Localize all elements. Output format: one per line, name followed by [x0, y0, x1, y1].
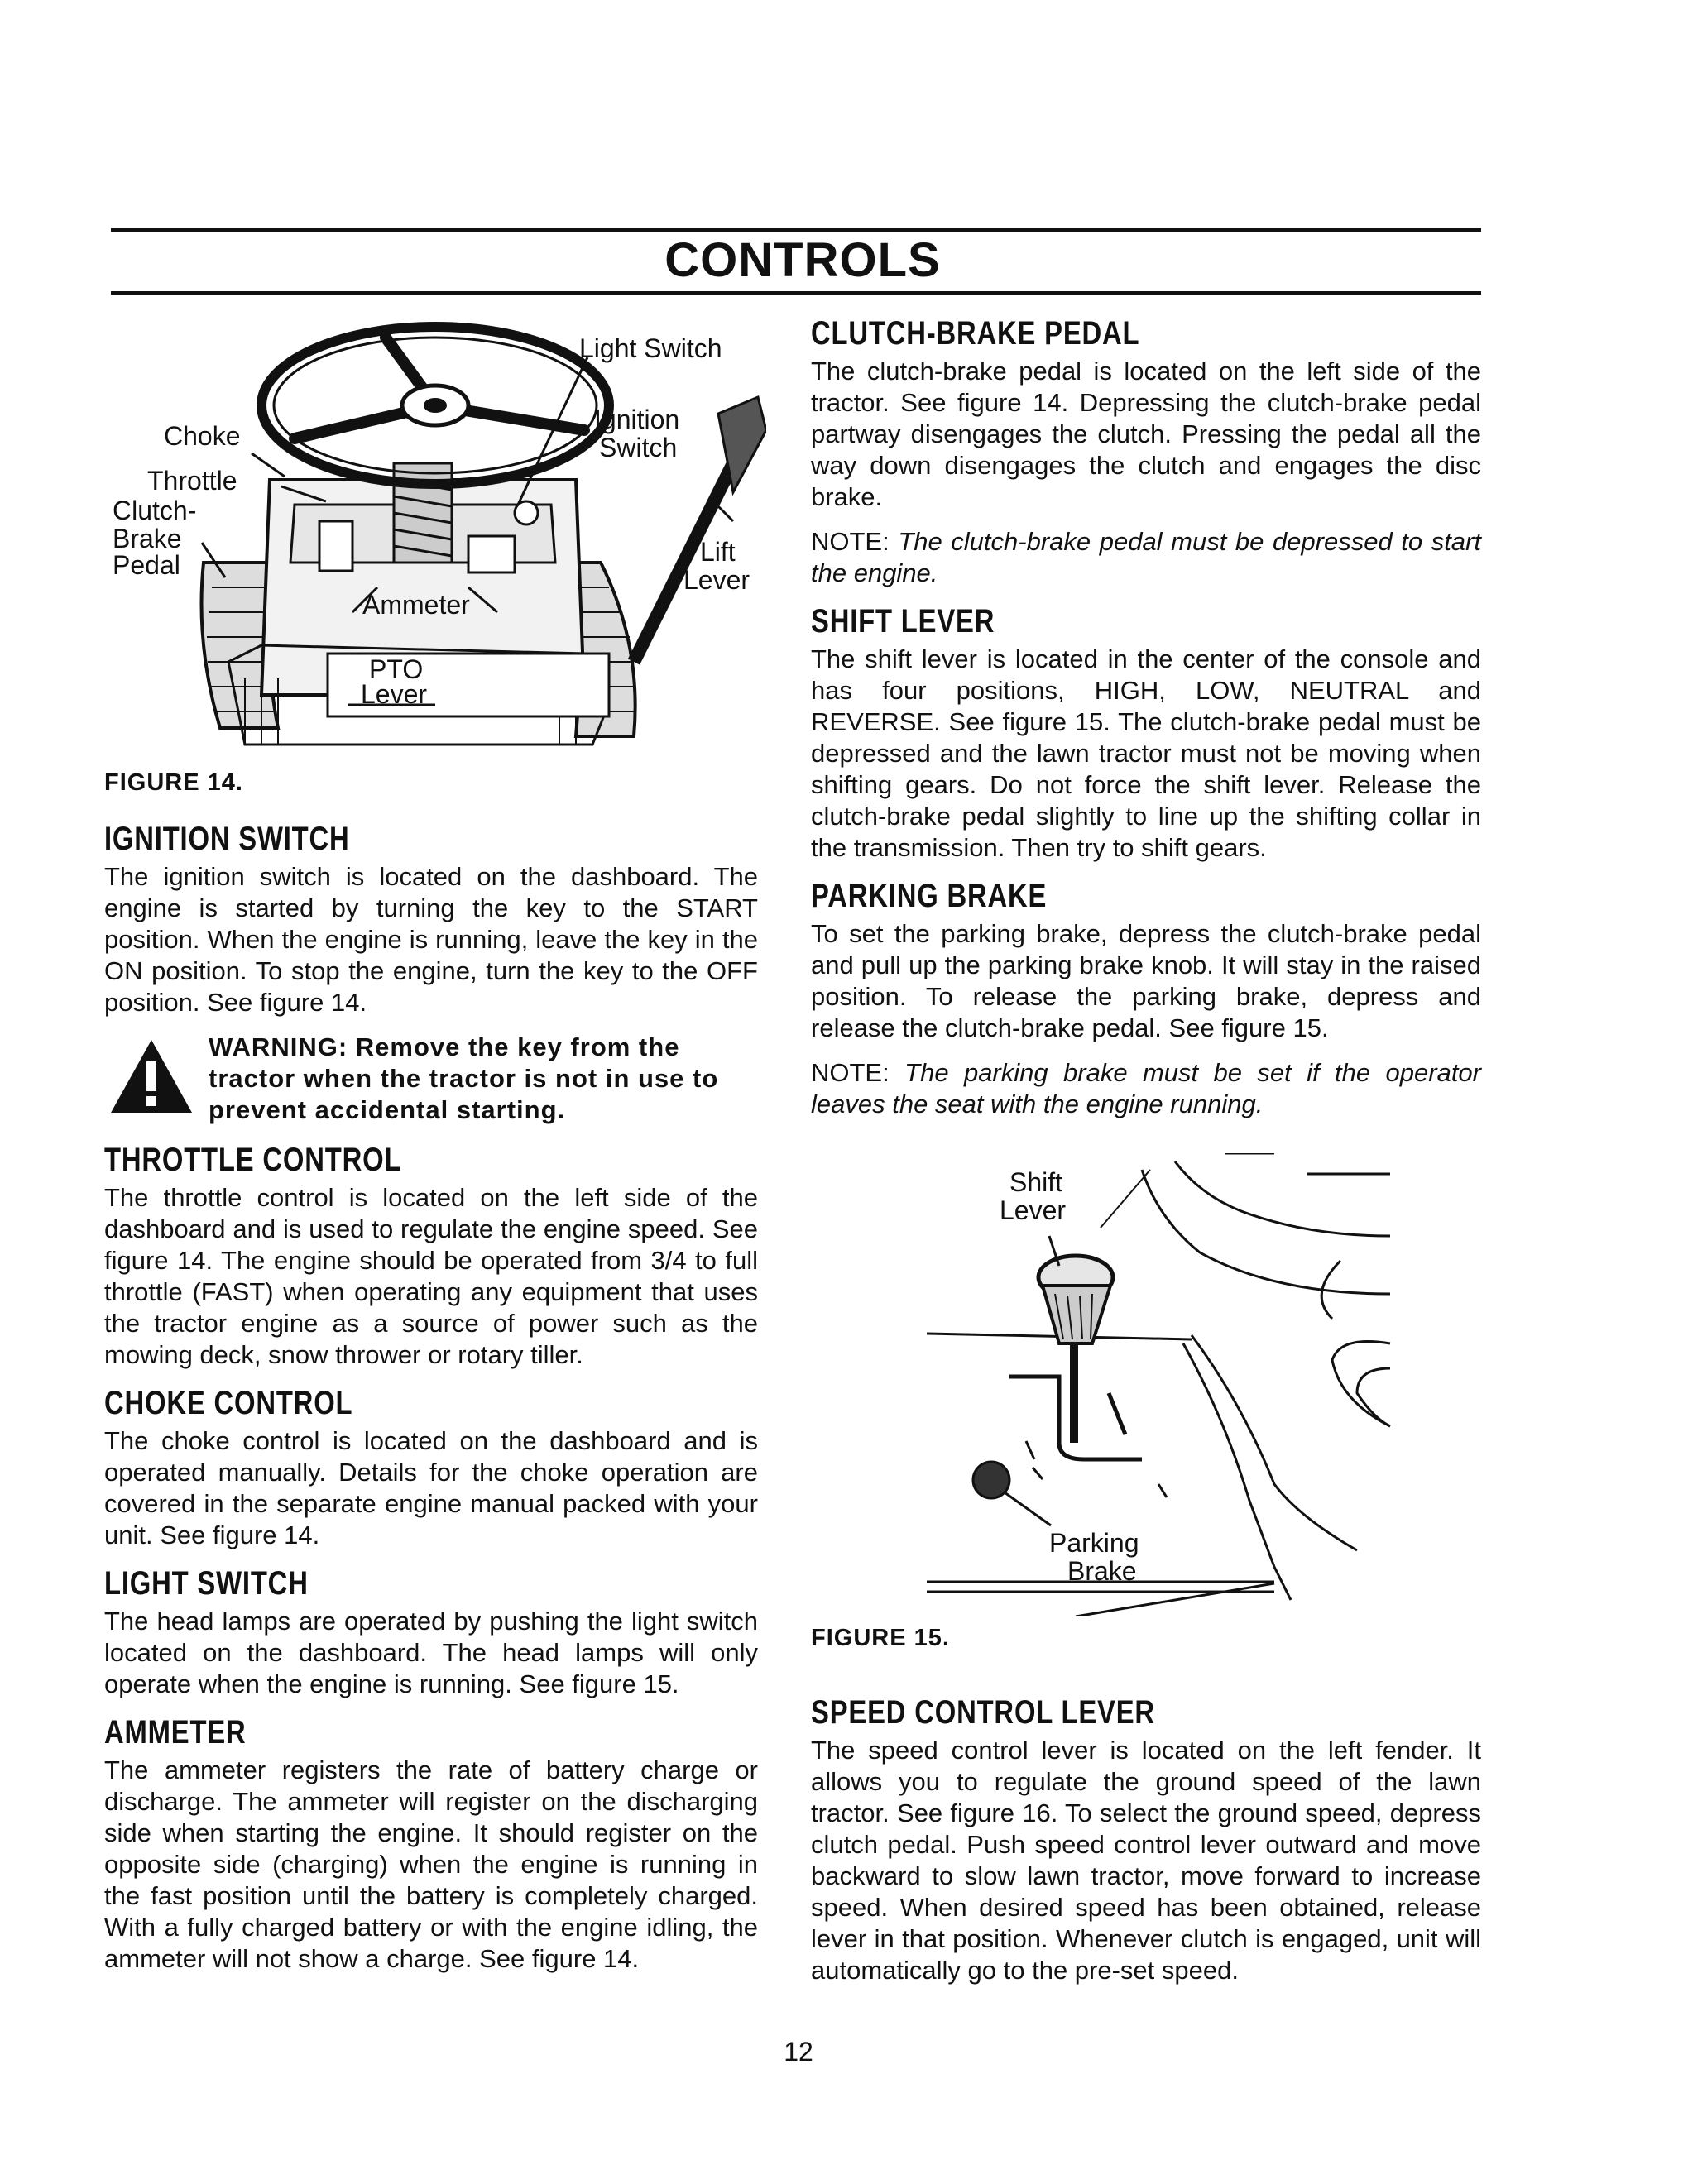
page-title: CONTROLS — [664, 233, 941, 287]
fig15-label-brake: Brake — [1067, 1556, 1137, 1586]
title-rule-top — [111, 228, 1481, 232]
fig14-label-lift: Lift — [700, 537, 736, 567]
fig14-label-lever: Lever — [683, 565, 750, 595]
fig14-label-pto-lever: Lever — [361, 679, 428, 709]
right-column — [811, 314, 1481, 2000]
parking-brake-note — [811, 1057, 1481, 1120]
clutch-brake-pedal-heading: CLUTCH-BRAKE PEDAL — [811, 315, 1140, 352]
fig14-label-ignition: Ignition — [594, 405, 680, 434]
fig14-label-switch: Switch — [599, 433, 678, 462]
ammeter-heading: AMMETER — [104, 1714, 247, 1751]
fig15-label-shift: Shift — [1009, 1167, 1063, 1197]
clutch-brake-note-label: NOTE: — [811, 527, 890, 556]
light-switch-heading: LIGHT SWITCH — [104, 1565, 309, 1602]
fig14-label-pedal: Pedal — [113, 550, 180, 580]
warning-triangle-icon — [108, 1037, 195, 1116]
fig14-label-light-switch: Light Switch — [579, 333, 722, 363]
warning-text: WARNING: Remove the key from the tractor when the tractor is not in use to prevent accidental starting. — [209, 1032, 719, 1124]
fig14-label-pto: PTO — [369, 654, 424, 684]
fig15-label-lever: Lever — [1000, 1195, 1067, 1225]
shift-lever-text: The shift lever is located in the center of the console and has four positions, HIGH, LOW, NEUTRAL and REVERSE. See figure 15. The clutch-brake pedal must be depressed and the lawn tractor must not be moving when shifting gears. Do not force the shift lever. Release the clutch-brake pedal slightly to line up the shifting collar in the transmission. Then try to shift gears. — [811, 644, 1481, 862]
figure-14 — [104, 314, 758, 753]
ignition-switch-text: The ignition switch is located on the dashboard. The engine is started by turning the key to the START position. When the engine is running, leave the key in the ON position. To stop the engine, turn the key to the OFF position. See figure 14. — [104, 862, 758, 1017]
warning-box — [104, 1032, 758, 1126]
parking-brake-note-text: The parking brake must be set if the operator leaves the seat with the engine running. — [811, 1058, 1481, 1118]
figure-14-caption: FIGURE 14. — [104, 769, 243, 796]
light-switch-text: The head lamps are operated by pushing the light switch located on the dashboard. The head lamps will only operate when the engine is running. See figure 15. — [104, 1607, 758, 1698]
clutch-brake-note — [811, 526, 1481, 589]
parking-brake-text: To set the parking brake, depress the clutch-brake pedal and pull up the parking brake knob. It will stay in the raised position. To release the parking brake, depress and release the clutch-brake pedal. See figure 15. — [811, 919, 1481, 1042]
shift-lever-heading: SHIFT LEVER — [811, 603, 995, 639]
fig15-label-parking: Parking — [1049, 1528, 1139, 1558]
fig14-label-clutch: Clutch- — [113, 496, 197, 525]
choke-control-text: The choke control is located on the dashboard and is operated manually. Details for the choke operation are covered in the separate engine manual packed with your unit. See figure 14. — [104, 1426, 758, 1549]
title-rule-bottom — [111, 291, 1481, 295]
clutch-brake-note-text: The clutch-brake pedal must be depressed to start the engine. — [811, 527, 1481, 587]
speed-control-lever-text: The speed control lever is located on the left fender. It allows you to regulate the ground speed of the lawn tractor. See figure 16. To select the ground speed, depress clutch pedal. Push speed control lever outward and move backward to slow lawn tractor, move forward to increase speed. When desired speed has been obtained, release lever in that position. Whenever clutch is engaged, unit will automatically go to the pre-set speed. — [811, 1736, 1481, 1985]
parking-brake-heading: PARKING BRAKE — [811, 878, 1048, 914]
tractor-dashboard-illustration — [104, 314, 766, 753]
fig14-label-ammeter: Ammeter — [362, 590, 470, 620]
shift-lever-illustration — [811, 1153, 1407, 1616]
ignition-switch-heading: IGNITION SWITCH — [104, 821, 350, 857]
page-number: 12 — [784, 2037, 813, 2067]
parking-brake-note-label: NOTE: — [811, 1058, 890, 1087]
left-column — [104, 314, 758, 1988]
speed-control-lever-heading: SPEED CONTROL LEVER — [811, 1694, 1155, 1731]
figure-15-caption: FIGURE 15. — [811, 1625, 950, 1651]
fig14-label-brake: Brake — [113, 524, 182, 553]
throttle-control-text: The throttle control is located on the left side of the dashboard and is used to regulate the engine speed. See figure 14. The engine should be operated from 3/4 to full throttle (FAST) when operating any equipment that uses the tractor engine as a source of power such as the mowing deck, snow thrower or rotary tiller. — [104, 1183, 758, 1369]
ammeter-text: The ammeter registers the rate of battery charge or discharge. The ammeter will register on the discharging side when starting the engine. It should register on the opposite side (charging) when the engine is running in the fast position until the battery is completely charged. With a fully charged battery or with the engine idling, the ammeter will not show a charge. See figure 14. — [104, 1755, 758, 1973]
throttle-control-heading: THROTTLE CONTROL — [104, 1142, 402, 1178]
fig14-label-choke: Choke — [164, 421, 241, 451]
choke-control-heading: CHOKE CONTROL — [104, 1385, 353, 1421]
clutch-brake-pedal-text: The clutch-brake pedal is located on the left side of the tractor. See figure 14. Depressing the clutch-brake pedal partway disengages the clutch. Pressing the pedal all the way down disengages the clutch and engages the disc brake. — [811, 357, 1481, 511]
fig14-label-throttle: Throttle — [147, 466, 237, 496]
figure-15 — [811, 1153, 1481, 1616]
